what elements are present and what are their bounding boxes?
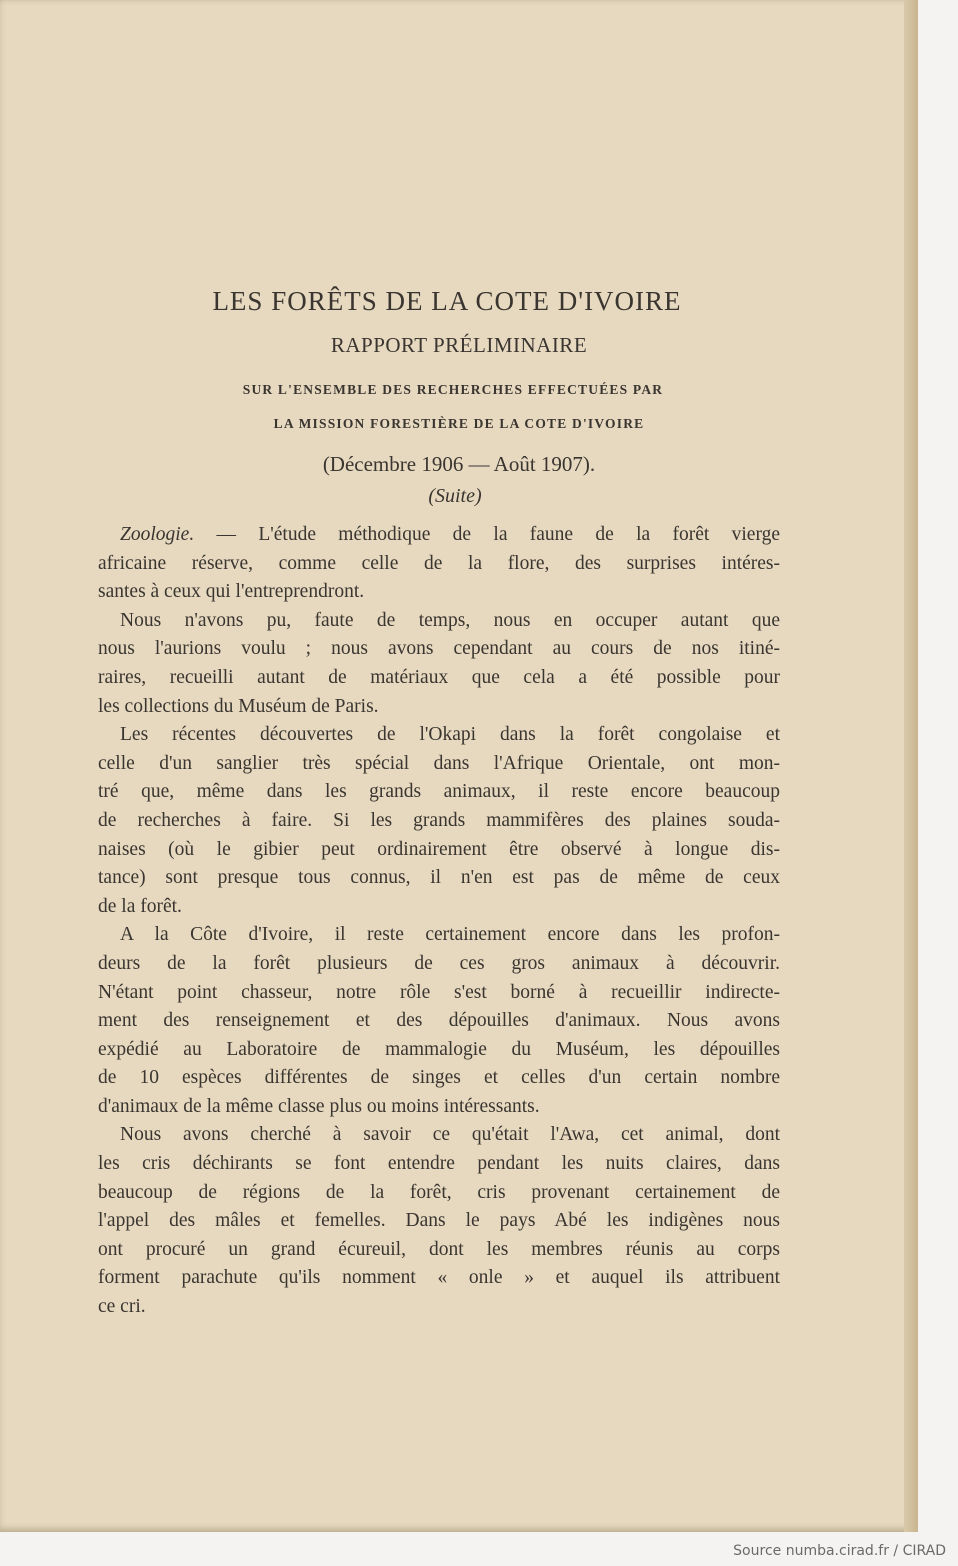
text-line (98, 921, 780, 950)
source-credit: Source numba.cirad.fr / CIRAD (733, 1543, 946, 1559)
text-line (98, 1036, 780, 1065)
text-line (98, 721, 780, 750)
subheading-line-1: SUR L'ENSEMBLE DES RECHERCHES EFFECTUÉES PAR (242, 382, 664, 397)
line-text: l'appel des mâles et femelles. Dans le pays Abé les indigènes nous (98, 1210, 780, 1232)
subheading-line-2: LA MISSION FORESTIÈRE DE LA COTE D'IVOIRE (273, 416, 645, 431)
text-line (98, 950, 780, 979)
text-line (98, 635, 780, 664)
body-text (98, 521, 780, 1322)
line-text: de recherches à faire. Si les grands mammifères des plaines souda- (98, 809, 780, 831)
document-subtitle: RAPPORT PRÉLIMINAIRE (330, 333, 588, 357)
line-text: tance) sont presque tous connus, il n'en est pas de même de ceux (98, 867, 780, 889)
line-text: ont procuré un grand écureuil, dont les membres réunis au corps (98, 1238, 780, 1260)
text-line (98, 578, 780, 607)
text-line (98, 1293, 780, 1322)
line-text: Les récentes découvertes de l'Okapi dans la forêt congolaise et (120, 724, 780, 746)
line-text: expédié au Laboratoire de mammalogie du Muséum, les dépouilles (98, 1038, 780, 1060)
line-text: naises (où le gibier peut ordinairement être observé à longue dis- (98, 838, 780, 860)
line-text: santes à ceux qui l'entreprendront. (98, 581, 365, 603)
line-text: Nous avons cherché à savoir ce qu'était l'Awa, cet animal, dont (120, 1124, 780, 1146)
line-text: raires, recueilli autant de matériaux que cela a été possible pour (98, 666, 780, 688)
text-line (98, 1179, 780, 1208)
line-text: ment des renseignement et des dépouilles d'animaux. Nous avons (98, 1010, 780, 1032)
line-text: celle d'un sanglier très spécial dans l'Afrique Orientale, ont mon- (98, 752, 780, 774)
text-line (98, 1007, 780, 1036)
line-text: N'étant point chasseur, notre rôle s'est borné à recueillir indirecte- (98, 981, 780, 1003)
text-line (98, 1236, 780, 1265)
line-text: nous l'aurions voulu ; nous avons cependant au cours de nos itiné- (98, 638, 780, 660)
line-text: Nous n'avons pu, faute de temps, nous en occuper autant que (120, 609, 780, 631)
line-text: ce cri. (98, 1296, 146, 1318)
document-title: LES FORÊTS DE LA COTE D'IVOIRE (212, 286, 682, 316)
line-text: A la Côte d'Ivoire, il reste certainement encore dans les profon- (120, 924, 780, 946)
text-line (98, 1207, 780, 1236)
line-text: africaine réserve, comme celle de la flore, des surprises intéres- (98, 552, 780, 574)
text-line (98, 807, 780, 836)
text-line (98, 778, 780, 807)
line-text: de la forêt. (98, 895, 182, 917)
line-text: — L'étude méthodique de la faune de la forêt vierge (216, 524, 780, 545)
text-line (98, 864, 780, 893)
text-line (98, 1264, 780, 1293)
continued-label: (Suite) (428, 485, 482, 507)
text-line (98, 750, 780, 779)
line-text: d'animaux de la même classe plus ou moins intéressants. (98, 1095, 540, 1117)
text-line (98, 979, 780, 1008)
line-text: forment parachute qu'ils nomment « onle » et auquel ils attribuent (98, 1267, 780, 1289)
page-edge (904, 0, 918, 1532)
section-heading: Zoologie. (120, 524, 195, 545)
text-line (98, 893, 780, 922)
text-line (98, 550, 780, 579)
line-text: deurs de la forêt plusieurs de ces gros animaux à découvrir. (98, 952, 780, 974)
text-line (98, 1121, 780, 1150)
line-text: de 10 espèces différentes de singes et celles d'un certain nombre (98, 1067, 780, 1089)
text-line (98, 836, 780, 865)
text-line (98, 521, 780, 550)
line-text: beaucoup de régions de la forêt, cris provenant certainement de (98, 1181, 780, 1203)
line-text: les cris déchirants se font entendre pendant les nuits claires, dans (98, 1153, 780, 1175)
text-line (98, 693, 780, 722)
date-range: (Décembre 1906 — Août 1907). (322, 452, 596, 476)
text-line (98, 1064, 780, 1093)
text-line (98, 664, 780, 693)
line-text: les collections du Muséum de Paris. (98, 695, 379, 717)
line-text: tré que, même dans les grands animaux, il reste encore beaucoup (98, 781, 780, 803)
text-line (98, 607, 780, 636)
text-line (98, 1093, 780, 1122)
text-line (98, 1150, 780, 1179)
